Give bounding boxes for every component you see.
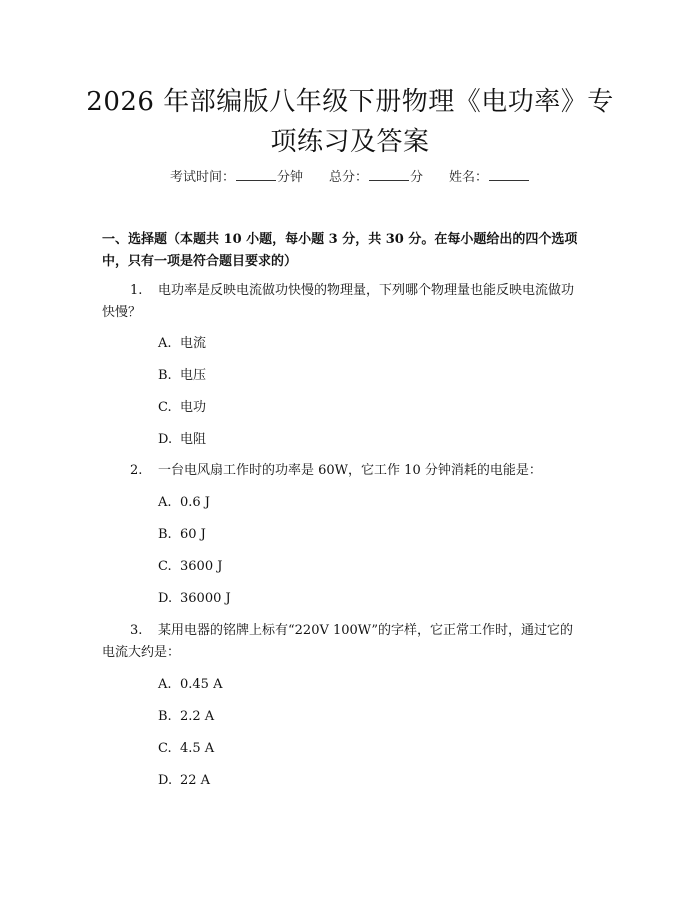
- total-score-blank: [369, 168, 409, 181]
- option-text: 2.2 A: [180, 709, 215, 724]
- option-letter: D.: [158, 591, 173, 606]
- option-letter: D.: [158, 432, 173, 447]
- question-1-number: 1.: [130, 283, 143, 298]
- question-3-number: 3.: [130, 623, 143, 638]
- option-text: 36000 J: [180, 591, 231, 606]
- student-name-blank: [489, 168, 529, 181]
- question-2-option-a[interactable]: [158, 493, 210, 513]
- option-text: 4.5 A: [180, 741, 215, 756]
- option-letter: C.: [158, 559, 172, 574]
- question-3-option-a[interactable]: [158, 675, 222, 695]
- option-text: 22 A: [180, 773, 211, 788]
- question-2-stem-line-1: 一台电风扇工作时的功率是 60W，它工作 10 分钟消耗的电能是：: [158, 463, 542, 478]
- option-letter: D.: [158, 773, 173, 788]
- question-3-option-c[interactable]: [158, 739, 214, 759]
- option-text: 3600 J: [180, 559, 223, 574]
- option-text: 电流: [180, 336, 207, 351]
- question-1-option-a[interactable]: [158, 334, 206, 354]
- option-letter: B.: [158, 368, 172, 383]
- question-3-stem-line-2: 电流大约是：: [102, 645, 181, 660]
- option-letter: B.: [158, 527, 172, 542]
- exam-time-label: 考试时间：: [169, 170, 235, 185]
- option-text: 电阻: [180, 432, 207, 447]
- total-score-unit: 分: [410, 170, 424, 185]
- option-letter: B.: [158, 709, 172, 724]
- option-letter: C.: [158, 400, 172, 415]
- question-1-option-b[interactable]: [158, 366, 206, 386]
- document-title-line-2: 项练习及答案: [270, 127, 430, 157]
- question-1-option-d[interactable]: [158, 430, 206, 450]
- question-1-stem-line-1: 电功率是反映电流做功快慢的物理量，下列哪个物理量也能反映电流做功: [158, 283, 575, 298]
- student-name-label: 姓名：: [449, 170, 489, 185]
- option-letter: A.: [158, 677, 172, 692]
- section-heading-line-1: 一、选择题（本题共 10 小题，每小题 3 分，共 30 分。在每小题给出的四个选项: [102, 232, 578, 247]
- question-1-option-c[interactable]: [158, 398, 206, 418]
- total-score-label: 总分：: [328, 170, 368, 185]
- option-text: 0.6 J: [180, 495, 211, 510]
- option-letter: A.: [158, 336, 172, 351]
- question-1-stem-line-2: 快慢？: [102, 305, 142, 320]
- exam-meta-row: [0, 168, 700, 188]
- option-text: 电功: [180, 400, 207, 415]
- option-text: 电压: [180, 368, 207, 383]
- question-2-option-c[interactable]: [158, 557, 222, 577]
- question-3-stem-line-1: 某用电器的铭牌上标有“220V 100W”的字样，它正常工作时，通过它的: [158, 623, 574, 638]
- section-heading-line-2: 中，只有一项是符合题目要求的）: [102, 254, 298, 269]
- question-2-option-d[interactable]: [158, 589, 231, 609]
- option-text: 60 J: [180, 527, 206, 542]
- document-title-line-1: 2026 年部编版八年级下册物理《电功率》专: [86, 87, 614, 117]
- exam-time-blank: [236, 168, 276, 181]
- question-2-number: 2.: [130, 463, 143, 478]
- exam-time-unit: 分钟: [276, 170, 303, 185]
- question-3-option-d[interactable]: [158, 771, 210, 791]
- option-letter: C.: [158, 741, 172, 756]
- option-letter: A.: [158, 495, 172, 510]
- question-2-option-b[interactable]: [158, 525, 206, 545]
- question-3-option-b[interactable]: [158, 707, 214, 727]
- option-text: 0.45 A: [180, 677, 223, 692]
